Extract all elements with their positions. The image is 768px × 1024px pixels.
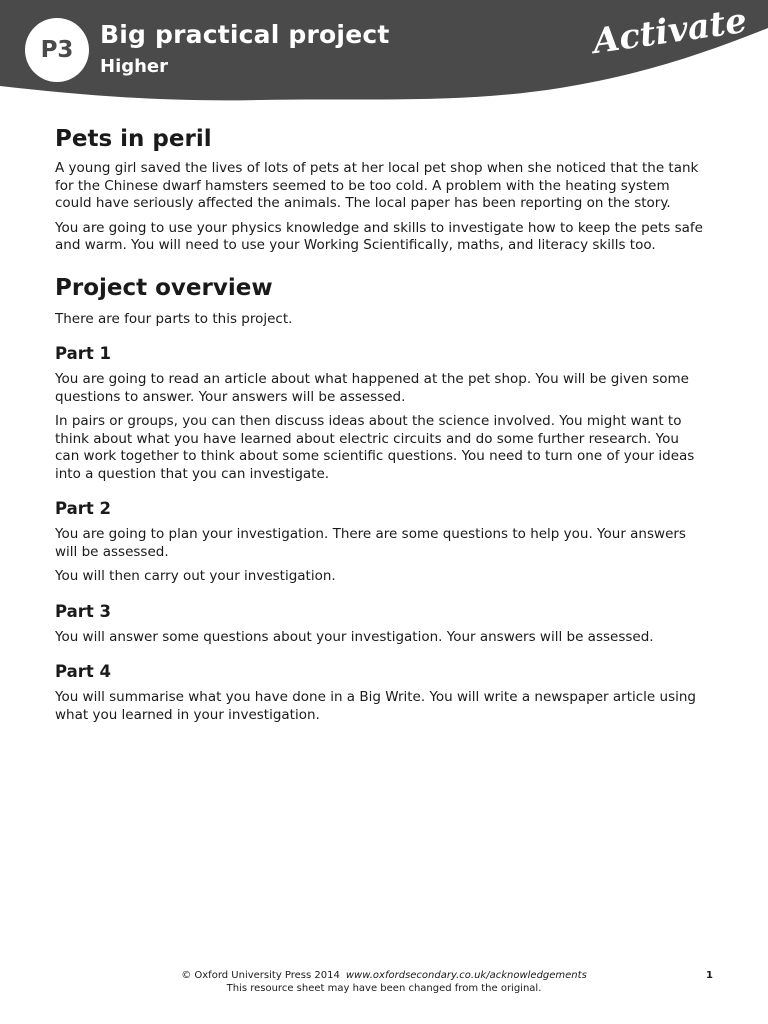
header-subtitle: Higher	[100, 56, 169, 77]
part4-section	[55, 662, 705, 724]
part2-paragraph: You are going to plan your investigation. There are some questions to help you. Your answers will be assessed.	[55, 526, 686, 560]
part2-section	[55, 499, 705, 586]
page-number: 1	[706, 970, 713, 981]
part3-section	[55, 602, 705, 647]
overview-section	[55, 275, 705, 329]
main-content	[55, 126, 705, 731]
footer-copyright-line	[0, 969, 768, 982]
intro-paragraph: You are going to use your physics knowledge and skills to investigate how to keep the pets safe and warm. You will need to use your Working Scientifically, maths, and literacy skills too.	[55, 219, 703, 253]
part2-paragraph: You will then carry out your investigation.	[55, 568, 336, 584]
footer-notice: This resource sheet may have been changed from the original.	[226, 983, 542, 994]
part4-paragraph: You will summarise what you have done in a Big Write. You will write a newspaper article using what you learned in your investigation.	[55, 689, 696, 723]
footer-copyright: © Oxford University Press 2014	[181, 970, 340, 981]
part3-heading: Part 3	[55, 601, 112, 621]
part1-paragraph: In pairs or groups, you can then discuss ideas about the science involved. You might want to think about what you have learned about electric circuits and do some further research. You can work together to think about some scientific questions. You need to turn one of your ideas into a question that you can investigate.	[55, 413, 695, 482]
intro-heading: Pets in peril	[55, 126, 212, 152]
brand-logo: Activate	[590, 0, 750, 63]
acknowledgements-link[interactable]: www.oxfordsecondary.co.uk/acknowledgements	[345, 970, 587, 981]
intro-paragraph: A young girl saved the lives of lots of pets at her local pet shop when she noticed that the tank for the Chinese dwarf hamsters seemed to be too cold. A problem with the heating system could have seriously affected the animals. The local paper has been reporting on the story.	[55, 160, 699, 211]
intro-section	[55, 126, 705, 255]
header-title: Big practical project	[100, 20, 390, 49]
part4-heading: Part 4	[55, 662, 112, 681]
part1-section	[55, 344, 705, 483]
page-footer	[0, 969, 768, 995]
overview-paragraph: There are four parts to this project.	[55, 310, 293, 327]
unit-badge: P3	[25, 18, 89, 82]
overview-heading: Project overview	[55, 274, 273, 301]
part2-heading: Part 2	[55, 499, 112, 518]
part1-paragraph: You are going to read an article about what happened at the pet shop. You will be given some questions to answer. Your answers will be assessed.	[55, 371, 689, 405]
part3-paragraph: You will answer some questions about your investigation. Your answers will be assessed.	[55, 628, 654, 645]
page-header	[0, 0, 768, 115]
part1-heading: Part 1	[55, 344, 112, 363]
